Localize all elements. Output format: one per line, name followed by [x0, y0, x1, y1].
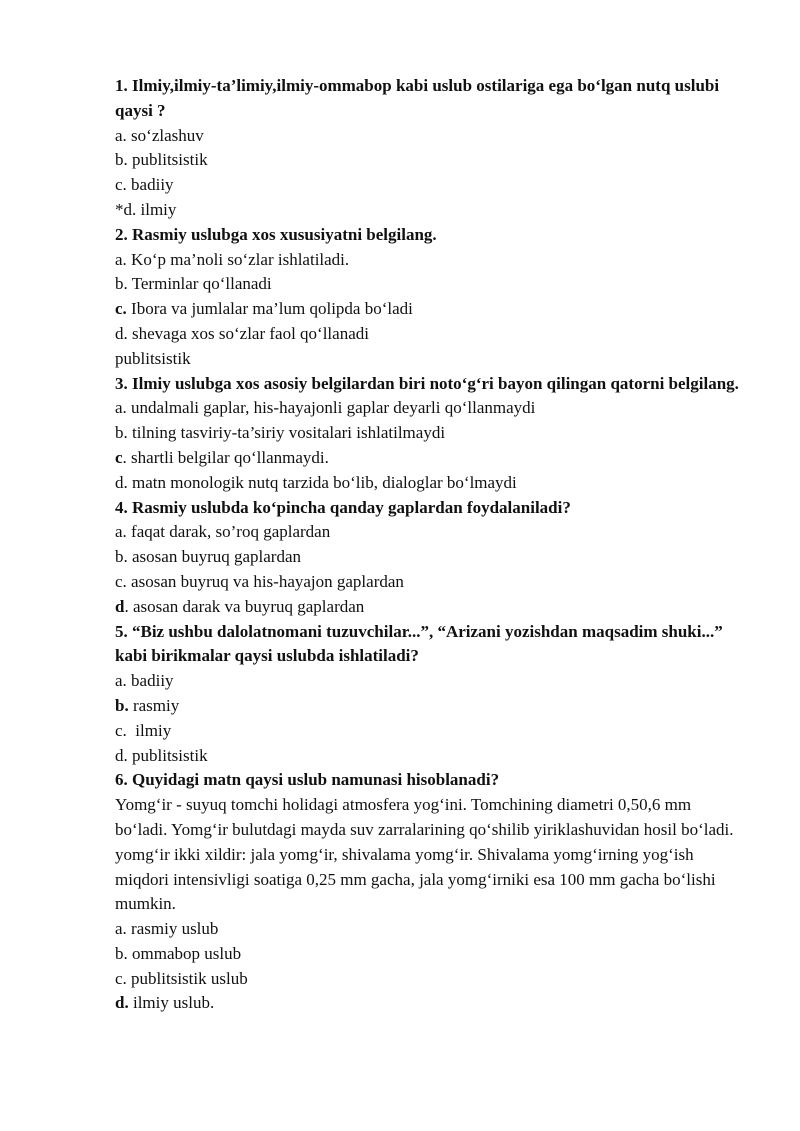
option-text: . shartli belgilar qo‘llanmaydi. — [122, 447, 329, 467]
question-3-option-a: a. undalmali gaplar, his-hayajonli gaplar deyarli qo‘llanmaydi — [115, 398, 536, 418]
question-5-option-a: a. badiiy — [115, 671, 174, 691]
question-5-option-b — [115, 694, 740, 719]
answer-marker: d — [115, 596, 125, 616]
question-2-option-d: d. shevaga xos so‘zlar faol qo‘llanadi — [115, 323, 369, 343]
question-2-option-b: b. Terminlar qo‘llanadi — [115, 274, 272, 294]
question-5-option-d: d. publitsistik — [115, 745, 208, 765]
question-2-title: 2. Rasmiy uslubga xos xususiyatni belgilang. — [115, 224, 437, 244]
question-6-passage: Yomg‘ir - suyuq tomchi holidagi atmosfera yog‘ini. Tomchining diametri 0,50,6 mm bo‘ladi. Yomg‘ir bulutdagi mayda suv zarralarining qo‘shilib yiriklashuvidan hosil bo‘ladi. yomg‘ir ikki xildir: jala yomg‘ir, shivalama yomg‘ir. Shivalama yomg‘irning yog‘ish miqdori intensivligi soatiga 0,25 mm gacha, jala yomg‘irniki esa 100 mm gacha bo‘lishi mumkin. — [115, 795, 734, 914]
question-2-note: publitsistik — [115, 348, 191, 368]
question-4-option-c: c. asosan buyruq va his-hayajon gaplardan — [115, 571, 404, 591]
answer-marker: c. — [115, 299, 127, 319]
option-text: rasmiy — [128, 695, 180, 715]
question-4-option-d — [115, 595, 740, 620]
test-content — [115, 74, 740, 1016]
question-3-option-b: b. tilning tasviriy-ta’siriy vositalari ishlatilmaydi — [115, 423, 446, 443]
option-text: . asosan darak va buyruq gaplardan — [124, 596, 365, 616]
question-6-option-a: a. rasmiy uslub — [115, 919, 219, 939]
question-3-title: 3. Ilmiy uslubga xos asosiy belgilardan biri noto‘g‘ri bayon qilingan qatorni belgilang. — [115, 373, 739, 393]
question-6-option-b: b. ommabop uslub — [115, 943, 242, 963]
question-1-option-a: a. so‘zlashuv — [115, 125, 204, 145]
question-3-option-d: d. matn monologik nutq tarzida bo‘lib, dialoglar bo‘lmaydi — [115, 472, 517, 492]
answer-marker: c — [115, 447, 123, 467]
question-5-title: 5. “Biz ushbu dalolatnomani tuzuvchilar...”, “Arizani yozishdan maqsadim shuki...” kabi birikmalar qaysi uslubda ishlatiladi? — [115, 621, 723, 666]
answer-marker: d. — [115, 993, 129, 1013]
answer-marker: b. — [115, 695, 129, 715]
question-3-option-c — [115, 446, 740, 471]
question-1-option-d: *d. ilmiy — [115, 199, 177, 219]
option-text: ilmiy uslub. — [128, 993, 215, 1013]
question-2-option-a: a. Ko‘p ma’noli so‘zlar ishlatiladi. — [115, 249, 350, 269]
question-2-option-c — [115, 297, 740, 322]
question-6-title: 6. Quyidagi matn qaysi uslub namunasi hisoblanadi? — [115, 770, 500, 790]
question-4-title: 4. Rasmiy uslubda ko‘pincha qanday gaplardan foydalaniladi? — [115, 497, 571, 517]
question-4-option-b: b. asosan buyruq gaplardan — [115, 547, 302, 567]
question-5-option-c: c. ilmiy — [115, 720, 172, 740]
question-6-option-d — [115, 991, 740, 1016]
question-1-option-c: c. badiiy — [115, 175, 174, 195]
option-text: Ibora va jumlalar ma’lum qolipda bo‘ladi — [126, 299, 413, 319]
question-1-option-b: b. publitsistik — [115, 150, 208, 170]
question-4-option-a: a. faqat darak, so’roq gaplardan — [115, 522, 331, 542]
question-6-option-c: c. publitsistik uslub — [115, 968, 248, 988]
question-1-title: 1. Ilmiy,ilmiy-ta’limiy,ilmiy-ommabop kabi uslub ostilariga ega bo‘lgan nutq uslubi qaysi ? — [115, 76, 720, 120]
